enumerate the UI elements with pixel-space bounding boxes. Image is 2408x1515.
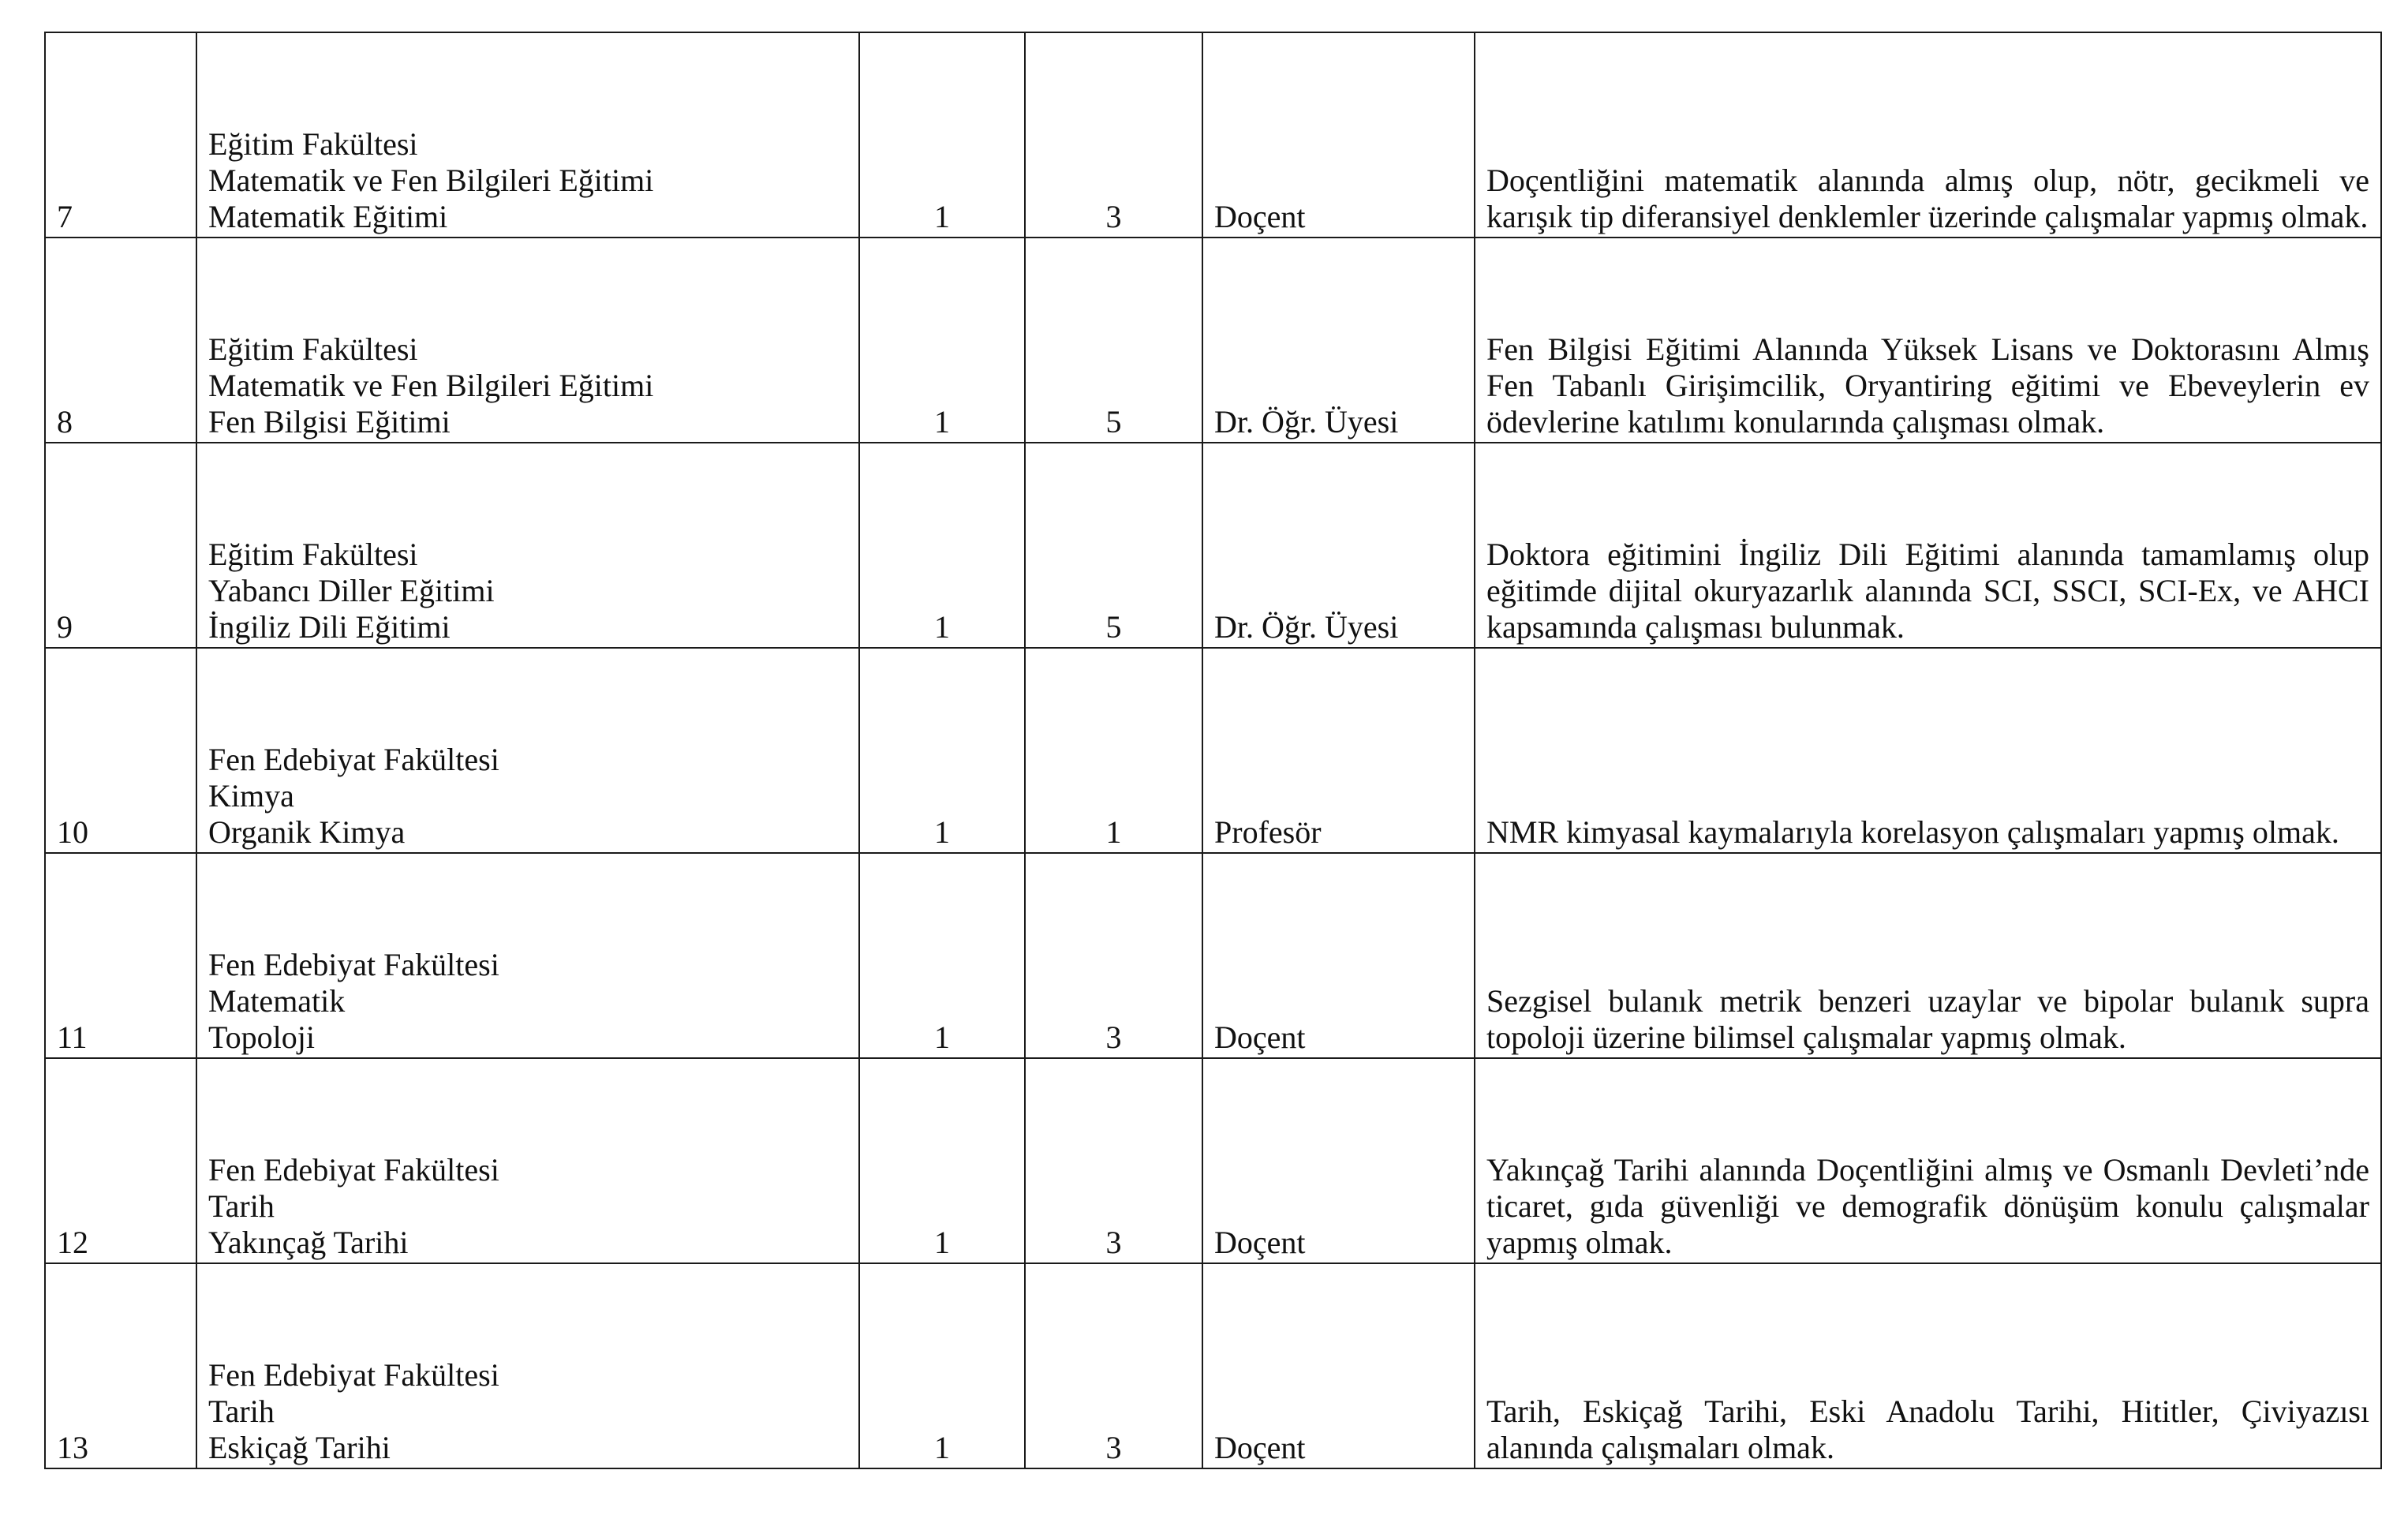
department-name: Tarih bbox=[208, 1188, 275, 1224]
faculty-name: Fen Edebiyat Fakültesi bbox=[208, 1152, 499, 1188]
position-degree: 3 bbox=[1025, 853, 1202, 1058]
department-name: Tarih bbox=[208, 1393, 275, 1429]
program-name: Matematik Eğitimi bbox=[208, 199, 448, 234]
unit-cell bbox=[196, 443, 859, 648]
position-count: 1 bbox=[859, 1058, 1025, 1263]
position-count: 1 bbox=[859, 32, 1025, 238]
table-row bbox=[45, 1058, 2381, 1263]
requirement-cell bbox=[1475, 32, 2381, 238]
department-name: Matematik bbox=[208, 983, 346, 1019]
program-name: Fen Bilgisi Eğitimi bbox=[208, 404, 451, 440]
position-degree: 5 bbox=[1025, 238, 1202, 443]
table-row bbox=[45, 853, 2381, 1058]
requirement-cell bbox=[1475, 1263, 2381, 1468]
unit-cell bbox=[196, 1058, 859, 1263]
department-name: Matematik ve Fen Bilgileri Eğitimi bbox=[208, 163, 654, 198]
table-row bbox=[45, 648, 2381, 853]
requirement-cell bbox=[1475, 1058, 2381, 1263]
table-row bbox=[45, 238, 2381, 443]
position-degree: 5 bbox=[1025, 443, 1202, 648]
program-name: Topoloji bbox=[208, 1019, 315, 1055]
requirement-text: Sezgisel bulanık metrik benzeri uzaylar ve bipolar bulanık supra topoloji üzerine bilimsel çalışmalar yapmış olmak. bbox=[1486, 983, 2369, 1055]
department-name: Matematik ve Fen Bilgileri Eğitimi bbox=[208, 368, 654, 403]
faculty-name: Eğitim Fakültesi bbox=[208, 537, 418, 572]
position-count: 1 bbox=[859, 443, 1025, 648]
requirement-cell bbox=[1475, 238, 2381, 443]
unit-cell bbox=[196, 1263, 859, 1468]
academic-title: Profesör bbox=[1202, 648, 1475, 853]
position-table bbox=[44, 32, 2382, 1469]
academic-title: Doçent bbox=[1202, 1058, 1475, 1263]
position-count: 1 bbox=[859, 648, 1025, 853]
position-count: 1 bbox=[859, 1263, 1025, 1468]
department-name: Yabancı Diller Eğitimi bbox=[208, 573, 495, 608]
program-name: İngiliz Dili Eğitimi bbox=[208, 609, 451, 645]
program-name: Eskiçağ Tarihi bbox=[208, 1430, 391, 1465]
row-number: 7 bbox=[45, 32, 196, 238]
row-number: 9 bbox=[45, 443, 196, 648]
department-name: Kimya bbox=[208, 778, 294, 814]
unit-cell bbox=[196, 853, 859, 1058]
requirement-cell bbox=[1475, 853, 2381, 1058]
row-number: 11 bbox=[45, 853, 196, 1058]
requirement-cell bbox=[1475, 443, 2381, 648]
faculty-name: Fen Edebiyat Fakültesi bbox=[208, 742, 499, 777]
table-row bbox=[45, 32, 2381, 238]
requirement-text: Tarih, Eskiçağ Tarihi, Eski Anadolu Tarihi, Hititler, Çiviyazısı alanında çalışmaları olmak. bbox=[1486, 1393, 2369, 1465]
academic-title: Doçent bbox=[1202, 1263, 1475, 1468]
program-name: Organik Kimya bbox=[208, 814, 406, 850]
row-number: 10 bbox=[45, 648, 196, 853]
faculty-name: Eğitim Fakültesi bbox=[208, 126, 418, 162]
unit-cell bbox=[196, 238, 859, 443]
requirement-text: NMR kimyasal kaymalarıyla korelasyon çalışmaları yapmış olmak. bbox=[1486, 814, 2339, 850]
academic-title: Doçent bbox=[1202, 32, 1475, 238]
unit-cell bbox=[196, 32, 859, 238]
position-degree: 1 bbox=[1025, 648, 1202, 853]
table-row bbox=[45, 443, 2381, 648]
requirement-text: Doçentliğini matematik alanında almış olup, nötr, gecikmeli ve karışık tip diferansiyel denklemler üzerinde çalışmalar yapmış olmak. bbox=[1486, 163, 2369, 234]
requirement-cell bbox=[1475, 648, 2381, 853]
faculty-name: Eğitim Fakültesi bbox=[208, 331, 418, 367]
academic-title: Dr. Öğr. Üyesi bbox=[1202, 443, 1475, 648]
position-count: 1 bbox=[859, 853, 1025, 1058]
faculty-name: Fen Edebiyat Fakültesi bbox=[208, 947, 499, 982]
academic-title: Dr. Öğr. Üyesi bbox=[1202, 238, 1475, 443]
requirement-text: Fen Bilgisi Eğitimi Alanında Yüksek Lisans ve Doktorasını Almış Fen Tabanlı Girişimcilik, Oryantiring eğitimi ve Ebeveylerin ev ödevlerine katılımı konularında çalışması olmak. bbox=[1486, 331, 2369, 440]
faculty-name: Fen Edebiyat Fakültesi bbox=[208, 1357, 499, 1393]
requirement-text: Doktora eğitimini İngiliz Dili Eğitimi alanında tamamlamış olup eğitimde dijital okuryazarlık alanında SCI, SSCI, SCI-Ex, ve AHCI kapsamında çalışması bulunmak. bbox=[1486, 537, 2369, 645]
row-number: 13 bbox=[45, 1263, 196, 1468]
unit-cell bbox=[196, 648, 859, 853]
table-row bbox=[45, 1263, 2381, 1468]
row-number: 8 bbox=[45, 238, 196, 443]
position-degree: 3 bbox=[1025, 32, 1202, 238]
requirement-text: Yakınçağ Tarihi alanında Doçentliğini almış ve Osmanlı Devleti’nde ticaret, gıda güvenliği ve demografik dönüşüm konulu çalışmalar yapmış olmak. bbox=[1486, 1152, 2369, 1260]
position-count: 1 bbox=[859, 238, 1025, 443]
position-degree: 3 bbox=[1025, 1263, 1202, 1468]
program-name: Yakınçağ Tarihi bbox=[208, 1225, 409, 1260]
row-number: 12 bbox=[45, 1058, 196, 1263]
academic-title: Doçent bbox=[1202, 853, 1475, 1058]
position-degree: 3 bbox=[1025, 1058, 1202, 1263]
